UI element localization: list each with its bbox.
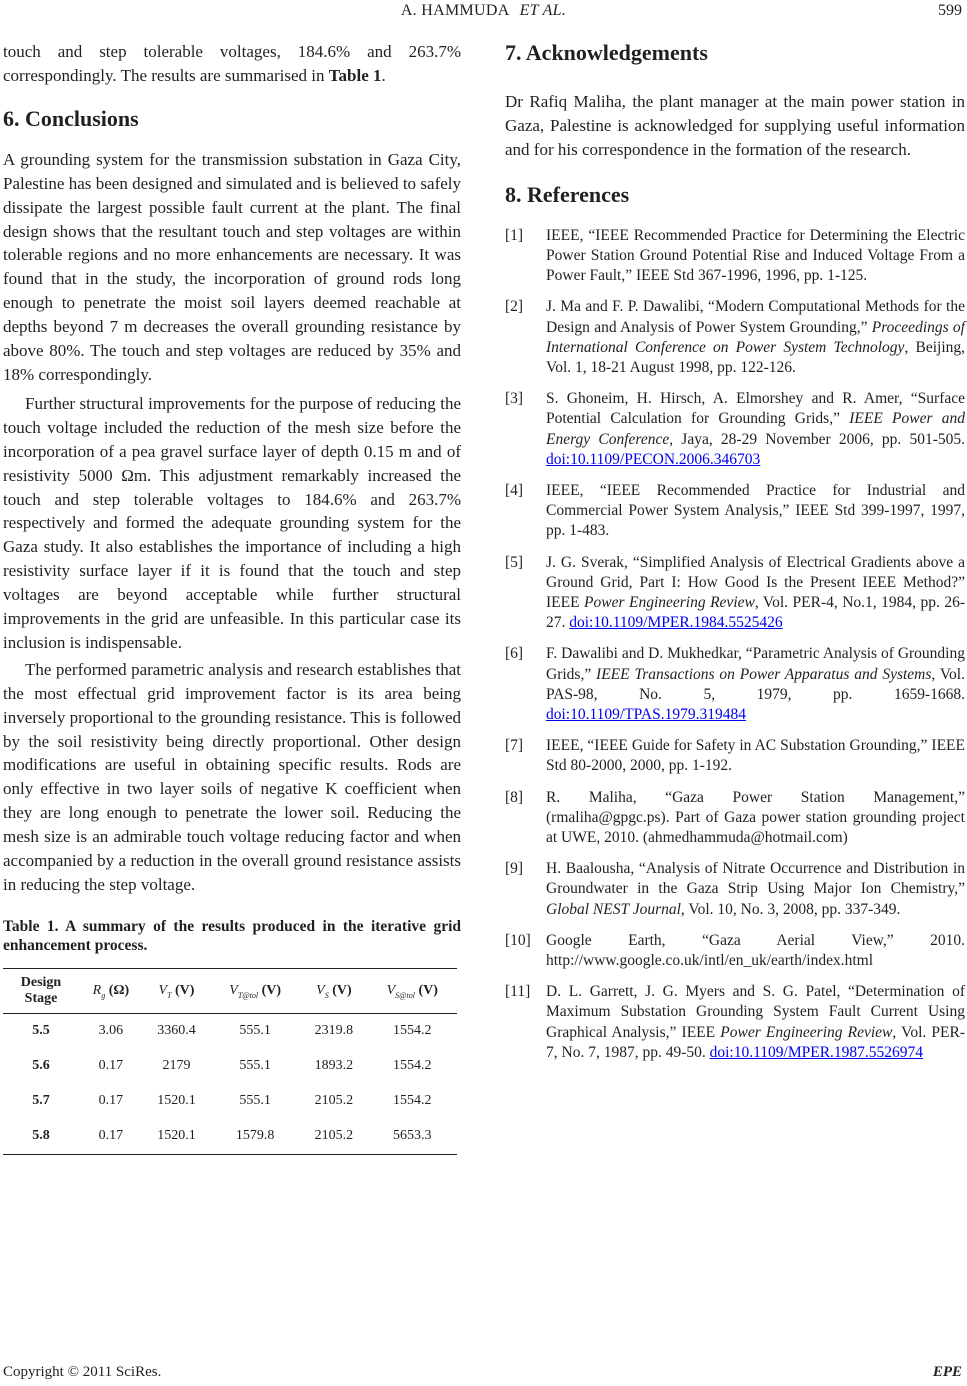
intro-end: . [381, 65, 386, 85]
reference-list [505, 226, 965, 1063]
header-vs-tol-sub: S@tol [395, 990, 415, 1000]
header-vs-tol-symbol: V [386, 982, 396, 998]
intro-paragraph [3, 40, 461, 88]
header-vt-symbol: V [158, 982, 168, 998]
reference-italic-text: IEEE Transactions on Power Apparatus and Systems [596, 665, 932, 683]
reference-number: [9] [505, 860, 524, 878]
header-vt-tol-sub: T@tol [237, 990, 259, 1000]
acknowledgements-text: Dr Rafiq Maliha, the plant manager at the main power station in Gaza, Palestine is acknowledged for supplying useful information and for his correspondence in the formation of the research. [505, 92, 965, 159]
reference-item [505, 389, 965, 470]
table-cell: 1520.1 [157, 1093, 196, 1109]
running-head [0, 2, 967, 20]
reference-text: J. G. Sverak, “Simplified Analysis of Electrical Gradients above a Ground Grid, Part I: How Good Is the Present IEEE Method?” IEEE [546, 553, 965, 611]
header-design-stage [3, 968, 79, 1013]
reference-item [505, 931, 965, 971]
table-cell: 1554.2 [392, 1023, 432, 1039]
header-design-stage-label: Design Stage [20, 974, 62, 1006]
reference-item [505, 788, 965, 849]
reference-number: [4] [505, 481, 524, 499]
copyright-notice: Copyright © 2011 SciRes. [3, 1364, 162, 1380]
table-cell: 0.17 [79, 1119, 143, 1155]
table-cell: 1554.2 [392, 1093, 432, 1109]
doi-link[interactable]: doi:10.1109/TPAS.1979.319484 [546, 705, 746, 723]
reference-text: Google Earth, “Gaza Aerial View,” 2010. http://www.google.co.uk/intl/en_uk/earth/index.html [546, 931, 965, 970]
reference-item [505, 481, 965, 542]
table-caption: Table 1. A summary of the results produced in the iterative grid enhancement process. [3, 917, 461, 954]
header-vs-symbol: V [316, 982, 325, 998]
acknowledgements-heading: 7. Acknowledgements [505, 40, 708, 65]
doi-link[interactable]: doi:10.1109/PECON.2006.346703 [546, 450, 761, 468]
reference-number: [2] [505, 298, 524, 316]
reference-number: [5] [505, 553, 524, 571]
reference-text: , Vol. PER-4, No.1, 1984, pp. 26-27. [546, 593, 965, 632]
left-column [3, 40, 461, 1155]
reference-text: , Jaya, 28-29 November 2006, pp. 501-505. [669, 430, 965, 448]
table-cell: 555.1 [239, 1023, 271, 1039]
reference-text: , Beijing, Vol. 1, 18-21 August 1998, pp. 122-126. [546, 338, 965, 376]
page-number: 599 [938, 2, 962, 19]
header-vs-unit: (V) [328, 982, 352, 998]
results-table [3, 968, 457, 1155]
reference-number: [11] [505, 983, 531, 1001]
conclusions-paragraph-1: A grounding system for the transmission substation in Gaza City, Palestine has been designed and simulated and is believed to safely dissipate the largest possible fault current at the plant. The final design shows that the resultant touch and step voltages are within tolerable regions and no more enhancements are necessary. It was found that in the study, the incorporation of ground rods long enough to penetrate the moist soil layers deemed reachable at depths beyond 7 m decreases the overall grounding resistance by above 80%. The touch and step voltages are reduced by 35% and 18% correspondingly. [3, 149, 461, 384]
table-cell: 1520.1 [143, 1119, 210, 1155]
conclusions-paragraph-2: Further structural improvements for the purpose of reducing the touch voltage included the reduction of the mesh size before the incorporation of a pea gravel surface layer of depth 0.15 m and of resistivity 5000 Ωm. This adjustment remarkably increased the touch and step tolerable voltages to 184.6% and 263.7% respectively and formed the adequate grounding system for the Gaza study. It also establishes the importance of including a high resistivity surface layer if it is found that the touch and step voltages are beyond acceptable while further structural improvements in the grid are unfeasible. In this particular case its inclusion is indispensable. [3, 393, 461, 652]
reference-text: IEEE, “IEEE Recommended Practice for Determining the Electric Power Station Ground Potential Rise and Induced Voltage From a Power Fault,” IEEE Std 367-1996, 1996, pp. 1-125. [546, 226, 965, 285]
table-cell: 0.17 [98, 1093, 124, 1109]
header-vt-sub: T [167, 990, 172, 1000]
reference-text: H. Baalousha, “Analysis of Nitrate Occurrence and Distribution in Groundwater in the Gaza Strip Using Major Ion Chemistry,” [546, 860, 965, 898]
table-cell: 5.8 [3, 1119, 79, 1155]
header-rg-unit: (Ω) [105, 982, 130, 998]
table-cell: 555.1 [239, 1058, 271, 1074]
table-cell: 1579.8 [210, 1119, 300, 1155]
reference-number: [3] [505, 390, 524, 408]
header-vs-tol-unit: (V) [414, 982, 438, 998]
header-vs-sub: S [324, 990, 329, 1000]
conclusions-paragraph-3: The performed parametric analysis and research establishes that the most effectual grid improvement factor is its area being inversely proportional to the grounding resistance. This is followed by the soil resistivity being directly proportional. Other design modifications are useful in obtaining specific results. Rods are only effective in two layer soils of negative K coefficient when they are long enough to penetrate the lower soil. Reducing the mesh size is an admirable touch voltage reducing factor and when accompanied by a reduction in the overall ground resistance assists in reducing the step voltage. [3, 659, 461, 894]
table-cell: 5.7 [32, 1093, 50, 1109]
running-head-etal: ET AL. [519, 2, 567, 19]
table-cell: 1554.2 [392, 1058, 432, 1074]
conclusions-heading: 6. Conclusions [3, 105, 139, 131]
reference-item [505, 736, 965, 776]
reference-item [505, 859, 965, 920]
doi-link[interactable]: doi:10.1109/MPER.1987.5526974 [709, 1043, 924, 1061]
table-row [3, 1049, 457, 1084]
header-rg-symbol: R [92, 982, 102, 998]
header-vt-tol-unit: (V) [258, 982, 282, 998]
table-cell: 2179 [162, 1058, 191, 1074]
reference-text: D. L. Garrett, J. G. Myers and S. G. Patel, “Determination of Maximum Substation Grounding System Fault Current Using Graphical Analysis,” IEEE [546, 983, 965, 1041]
reference-text: , Vol. PAS-98, No. 5, 1979, pp. 1659-1668. [546, 665, 965, 703]
table-cell: 0.17 [98, 1058, 124, 1074]
header-rg-sub: g [101, 990, 106, 1000]
header-vs-tol [367, 968, 457, 1013]
reference-italic-text: Power Engineering Review [584, 593, 755, 611]
table-cell: 5653.3 [367, 1119, 457, 1155]
header-vt-tol [210, 968, 300, 1013]
reference-number: [10] [505, 931, 531, 949]
header-vt [143, 968, 210, 1013]
reference-number: [1] [505, 226, 524, 244]
table-cell: 3.06 [98, 1023, 124, 1039]
reference-number: [6] [505, 645, 524, 663]
journal-abbreviation: EPE [932, 1364, 962, 1380]
table-row [3, 1084, 457, 1119]
references-heading: 8. References [505, 181, 630, 207]
doi-link[interactable]: doi:10.1109/MPER.1984.5525426 [569, 614, 783, 632]
table-header-row [3, 968, 457, 1013]
reference-text: F. Dawalibi and D. Mukhedkar, “Parametric Analysis of Grounding Grids,” [546, 645, 965, 683]
reference-italic-text: IEEE Power and Energy Conference [546, 410, 965, 448]
reference-text: IEEE, “IEEE Guide for Safety in AC Substation Grounding,” IEEE Std 80-2000, 2000, pp. 1-192. [546, 737, 965, 775]
table-cell: 555.1 [239, 1093, 271, 1109]
reference-item [505, 553, 965, 634]
table-cell: 2319.8 [314, 1023, 354, 1039]
table-cell: 2105.2 [314, 1093, 354, 1109]
table-reference: Table 1 [328, 65, 382, 85]
reference-italic-text: Proceedings of International Conference on Power System Technology [546, 318, 965, 356]
reference-number: [8] [505, 788, 524, 806]
table-cell: 2105.2 [300, 1119, 367, 1155]
reference-text: , Vol. PER-7, No. 7, 1987, pp. 49-50. [546, 1023, 966, 1061]
header-vs [300, 968, 367, 1013]
reference-italic-text: Power Engineering Review [720, 1023, 893, 1041]
reference-text: R. Maliha, “Gaza Power Station Management,” (rmaliha@gpgc.ps). Part of Gaza power station grounding project at UWE, 2010. (ahmedhammuda@hotmail.com) [546, 788, 965, 846]
table-row [3, 1013, 457, 1049]
intro-text: touch and step tolerable voltages, 184.6% and 263.7% correspondingly. The results are summarised in [3, 42, 461, 85]
reference-item [505, 982, 965, 1063]
reference-text: , Vol. 10, No. 3, 2008, pp. 337-349. [680, 900, 901, 918]
reference-item [505, 644, 965, 725]
reference-italic-text: Global NEST Journal [546, 900, 681, 918]
reference-item [505, 297, 965, 378]
right-column [505, 40, 965, 1074]
header-vt-unit: (V) [171, 982, 195, 998]
reference-item [505, 226, 965, 287]
running-head-authors: A. HAMMUDA [400, 2, 510, 19]
table-cell: 5.5 [32, 1023, 50, 1039]
header-vt-tol-symbol: V [229, 982, 238, 998]
reference-number: [7] [505, 737, 524, 755]
reference-text: J. Ma and F. P. Dawalibi, “Modern Computational Methods for the Design and Analysis of Power System Grounding,” [546, 298, 965, 336]
header-rg [79, 968, 143, 1013]
reference-text: S. Ghoneim, H. Hirsch, A. Elmorshey and R. Amer, “Surface Potential Calculation for Grounding Grids,” [546, 390, 965, 428]
table-cell: 3360.4 [157, 1023, 196, 1039]
table-cell: 5.6 [32, 1058, 50, 1074]
table-cell: 1893.2 [314, 1058, 354, 1074]
reference-text: IEEE, “IEEE Recommended Practice for Industrial and Commercial Power System Analysis,” IEEE Std 399-1997, 1997, pp. 1-483. [546, 481, 965, 540]
table-row [3, 1119, 457, 1155]
